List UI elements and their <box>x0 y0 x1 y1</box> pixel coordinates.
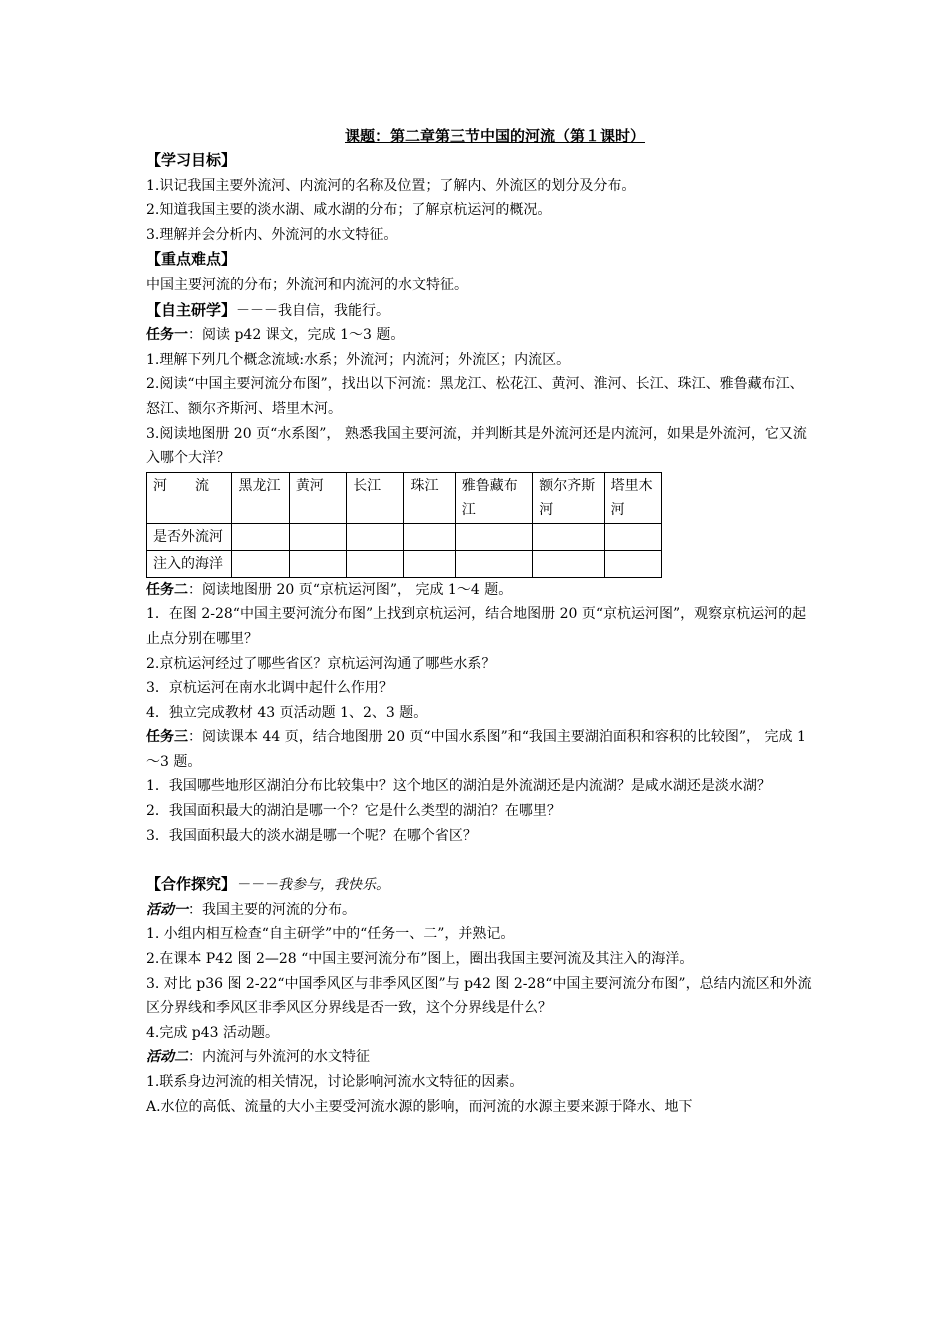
task1-item: 3.阅读地图册 20 页“水系图”， 熟悉我国主要河流，并判断其是外流河还是内流河，如果是外流河，它又流入哪个大洋？ <box>146 425 807 467</box>
table-cell[interactable] <box>289 550 346 577</box>
objectives-heading <box>146 148 814 174</box>
table-row <box>147 550 662 577</box>
task3-item: 2．我国面积最大的湖泊是哪一个？它是什么类型的湖泊？在哪里？ <box>146 803 561 820</box>
table-cell[interactable] <box>347 550 404 577</box>
task1-text: ：阅读 p42 课文，完成 1～3 题。 <box>188 327 405 344</box>
table-cell[interactable] <box>232 523 289 550</box>
page-title: 课题：第二章第三节中国的河流（第１课时） <box>344 127 645 145</box>
table-row-label: 注入的海洋 <box>147 550 232 577</box>
table-header-cell: 珠江 <box>404 472 455 523</box>
table-header-cell: 额尔齐斯河 <box>533 472 604 523</box>
activity2-label: 活动二 <box>146 1049 188 1066</box>
table-cell[interactable] <box>604 523 661 550</box>
task2-item: 2.京杭运河经过了哪些省区？京杭运河沟通了哪些水系？ <box>146 655 496 672</box>
task2-item: 1．在图 2-28“中国主要河流分布图”上找到京杭运河，结合地图册 20 页“京杭运河图”，观察京杭运河的起止点分别在哪里？ <box>146 606 807 647</box>
self-study-slogan: －－－我自信，我能行。 <box>236 302 391 319</box>
table-cell[interactable] <box>347 523 404 550</box>
spacer <box>146 848 814 872</box>
task2-label: 任务二 <box>146 581 188 598</box>
activity1-text: ：我国主要的河流的分布。 <box>188 901 356 918</box>
table-header-cell: 黑龙江 <box>232 472 289 523</box>
table-cell[interactable] <box>533 523 604 550</box>
table-row-label: 是否外流河 <box>147 523 232 550</box>
table-header-cell: 塔里木河 <box>604 472 661 523</box>
table-cell[interactable] <box>404 550 455 577</box>
task1-item: 1.理解下列几个概念流域:水系；外流河；内流河；外流区；内流区。 <box>146 351 571 368</box>
task3-item: 1．我国哪些地形区湖泊分布比较集中？这个地区的湖泊是外流湖还是内流湖？是咸水湖还是淡水湖？ <box>146 778 771 795</box>
task1-item: 2.阅读“中国主要河流分布图”，找出以下河流：黑龙江、松花江、黄河、淮河、长江、珠江、雅鲁藏布江、怒江、额尔齐斯河、塔里木河。 <box>146 376 804 417</box>
activity1-item: 3. 对比 p36 图 2-22“中国季风区与非季风区图”与 p42 图 2-28“中国主要河流分布图”，总结内流区和外流区分界线和季风区非季风区分界线是否一致，这个分界线是什么？ <box>146 975 812 1017</box>
task2-text: ：阅读地图册 20 页“京杭运河图”， 完成 1～4 题。 <box>188 581 513 598</box>
key-points-text: 中国主要河流的分布；外流河和内流河的水文特征。 <box>146 276 468 293</box>
document-page <box>146 124 814 1119</box>
task3-label: 任务三 <box>146 729 188 746</box>
table-cell[interactable] <box>404 523 455 550</box>
table-cell[interactable] <box>604 550 661 577</box>
river-table <box>146 472 662 578</box>
task1-label: 任务一 <box>146 327 188 344</box>
table-cell[interactable] <box>455 550 532 577</box>
activity1-label: 活动一 <box>146 901 188 918</box>
activity2-line <box>146 1045 814 1070</box>
cooperation-heading-text: 【合作探究】 <box>146 875 237 894</box>
self-study-heading <box>146 298 814 324</box>
objective-item: 3.理解并会分析内、外流河的水文特征。 <box>146 226 398 243</box>
task2-item: 3．京杭运河在南水北调中起什么作用？ <box>146 680 393 697</box>
activity2-item: 1.联系身边河流的相关情况，讨论影响河流水文特征的因素。 <box>146 1074 524 1090</box>
task3-item: 3．我国面积最大的淡水湖是哪一个呢？在哪个省区？ <box>146 827 477 844</box>
objective-item: 1.识记我国主要外流河、内流河的名称及位置；了解内、外流区的划分及分布。 <box>146 177 636 194</box>
table-header-cell: 河 流 <box>147 472 232 523</box>
table-header-cell: 雅鲁藏布江 <box>455 472 532 523</box>
activity1-line <box>146 898 814 923</box>
objectives-heading-text: 【学习目标】 <box>146 151 237 169</box>
task2-item: 4．独立完成教材 43 页活动题 1、2、3 题。 <box>146 704 428 721</box>
activity2-text: ：内流河与外流河的水文特征 <box>188 1049 370 1066</box>
objective-item: 2.知道我国主要的淡水湖、咸水湖的分布；了解京杭运河的概况。 <box>146 202 552 219</box>
task3-line <box>146 725 814 774</box>
table-header-cell: 黄河 <box>289 472 346 523</box>
table-cell[interactable] <box>232 550 289 577</box>
activity1-item: 2.在课本 P42 图 2—28 “中国主要河流分布”图上，圈出我国主要河流及其注入的海洋。 <box>146 951 694 968</box>
activity2-item: A.水位的高低、流量的大小主要受河流水源的影响，而河流的水源主要来源于降水、地下 <box>146 1098 693 1115</box>
table-cell[interactable] <box>533 550 604 577</box>
activity1-item: 4.完成 p43 活动题。 <box>146 1024 280 1041</box>
task3-text: ：阅读课本 44 页，结合地图册 20 页“中国水系图”和“我国主要湖泊面积和容积的比较图”， 完成 1～3 题。 <box>146 729 806 770</box>
self-study-heading-text: 【自主研学】 <box>146 300 237 319</box>
table-header-row <box>147 472 662 523</box>
activity1-item: 1. 小组内相互检查“自主研学”中的“任务一、二”，并熟记。 <box>146 926 515 943</box>
key-points-heading-text: 【重点难点】 <box>146 250 237 269</box>
task1-line <box>146 323 814 348</box>
table-row <box>147 523 662 550</box>
task2-line <box>146 578 814 603</box>
cooperation-slogan: －－－我参与，我快乐。 <box>236 877 391 894</box>
key-points-heading <box>146 247 814 273</box>
cooperation-heading <box>146 872 814 898</box>
table-header-cell: 长江 <box>347 472 404 523</box>
table-cell[interactable] <box>289 523 346 550</box>
table-cell[interactable] <box>455 523 532 550</box>
